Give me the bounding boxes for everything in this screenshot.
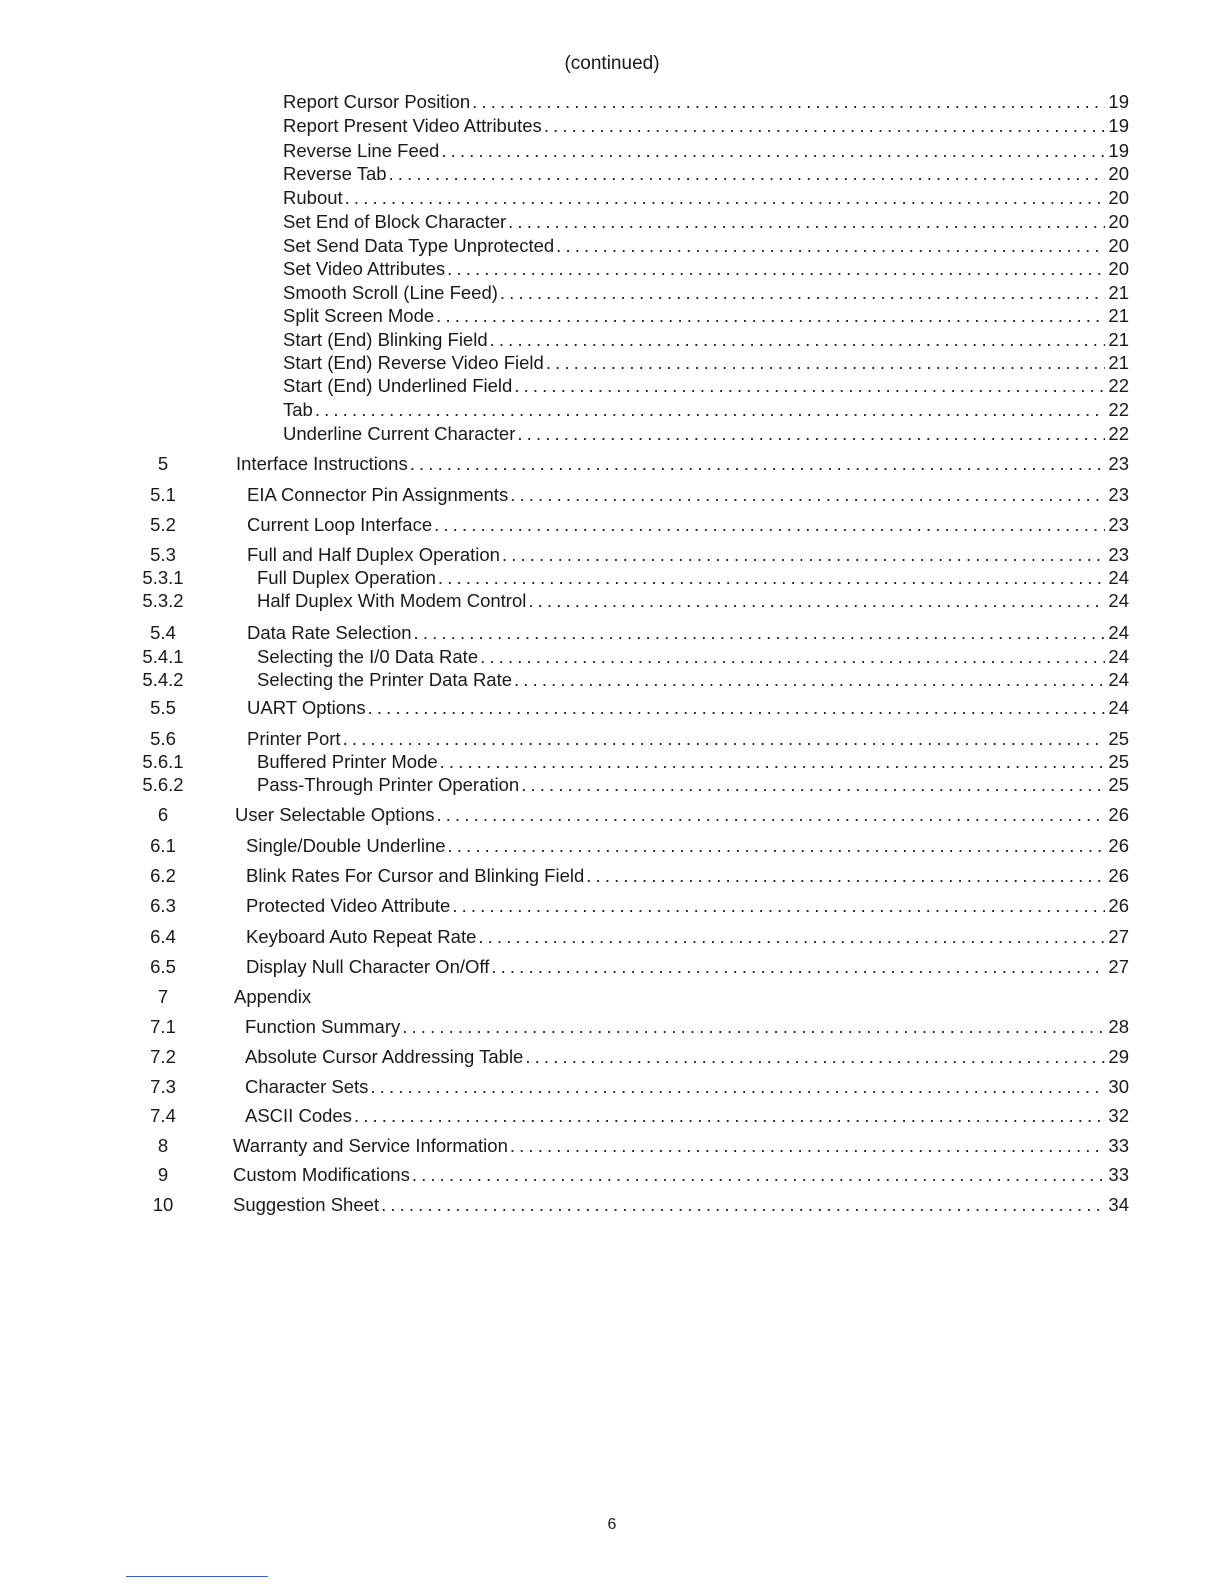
toc-entry bbox=[257, 645, 1129, 669]
toc-page-number: 26 bbox=[1108, 865, 1129, 886]
toc-row bbox=[0, 90, 1224, 114]
toc-section-number: 6.4 bbox=[150, 926, 176, 947]
toc-row bbox=[0, 543, 1224, 567]
toc-row bbox=[0, 304, 1224, 328]
toc-row bbox=[0, 114, 1224, 138]
toc-entry bbox=[247, 483, 1129, 507]
toc-entry-title: Start (End) Blinking Field bbox=[283, 329, 488, 350]
toc-section-number: 10 bbox=[152, 1194, 174, 1215]
toc-entry bbox=[283, 186, 1129, 210]
toc-page-number: 20 bbox=[1108, 187, 1129, 208]
toc-row bbox=[0, 483, 1224, 507]
toc-row bbox=[0, 328, 1224, 352]
toc-entry bbox=[233, 1134, 1129, 1158]
toc-dot-leader bbox=[476, 925, 1105, 949]
toc-row bbox=[0, 621, 1224, 645]
toc-page-number: 19 bbox=[1108, 140, 1129, 161]
toc-dot-leader bbox=[584, 864, 1105, 888]
toc-dot-leader bbox=[438, 750, 1105, 774]
toc-entry bbox=[247, 543, 1129, 567]
toc-entry-title: Reverse Tab bbox=[283, 163, 387, 184]
toc-dot-leader bbox=[519, 773, 1105, 797]
toc-dot-leader bbox=[554, 234, 1105, 258]
toc-entry-title: EIA Connector Pin Assignments bbox=[247, 484, 509, 505]
toc-entry-title: Warranty and Service Information bbox=[233, 1135, 508, 1156]
toc-page-number: 23 bbox=[1108, 484, 1129, 505]
toc-entry bbox=[245, 1045, 1129, 1069]
toc-page-number: 29 bbox=[1108, 1046, 1129, 1067]
toc-page-number: 23 bbox=[1108, 453, 1129, 474]
toc-dot-leader bbox=[488, 328, 1105, 352]
toc-entry-title: Selecting the I/0 Data Rate bbox=[257, 646, 479, 667]
toc-entry-title: UART Options bbox=[247, 697, 366, 718]
toc-page-number: 22 bbox=[1108, 423, 1129, 444]
toc-entry-title: Current Loop Interface bbox=[247, 514, 433, 535]
toc-entry bbox=[257, 589, 1129, 613]
toc-entry bbox=[283, 210, 1129, 234]
toc-entry-title: Single/Double Underline bbox=[246, 835, 446, 856]
toc-dot-leader bbox=[368, 1075, 1105, 1099]
toc-entry-title: Pass-Through Printer Operation bbox=[257, 774, 520, 795]
toc-entry-title: Custom Modifications bbox=[233, 1164, 410, 1185]
toc-page-number: 25 bbox=[1108, 751, 1129, 772]
toc-row bbox=[0, 374, 1224, 398]
toc-page-number: 25 bbox=[1108, 774, 1129, 795]
toc-entry-title: Full and Half Duplex Operation bbox=[247, 544, 500, 565]
toc-section-number: 6.5 bbox=[150, 956, 176, 977]
toc-section-number: 5.1 bbox=[150, 484, 176, 505]
toc-row bbox=[0, 696, 1224, 720]
toc-entry bbox=[283, 374, 1129, 398]
toc-page-number: 22 bbox=[1108, 399, 1129, 420]
toc-dot-leader bbox=[498, 281, 1105, 305]
toc-dot-leader bbox=[515, 422, 1105, 446]
toc-entry bbox=[245, 1075, 1129, 1099]
toc-page-number: 24 bbox=[1108, 567, 1129, 588]
toc-row bbox=[0, 422, 1224, 446]
toc-entry bbox=[283, 234, 1129, 258]
toc-dot-leader bbox=[450, 894, 1105, 918]
toc-dot-leader bbox=[523, 1045, 1105, 1069]
toc-entry-title: Tab bbox=[283, 399, 313, 420]
toc-section-number: 6.3 bbox=[150, 895, 176, 916]
toc-row bbox=[0, 351, 1224, 375]
toc-entry-title: Start (End) Underlined Field bbox=[283, 375, 513, 396]
toc-page-number: 27 bbox=[1108, 926, 1129, 947]
toc-section-number: 5.4.1 bbox=[142, 646, 184, 667]
toc-dot-leader bbox=[412, 621, 1105, 645]
toc-row bbox=[0, 1104, 1224, 1128]
toc-row bbox=[0, 894, 1224, 918]
toc-entry-title: Interface Instructions bbox=[236, 453, 408, 474]
toc-dot-leader bbox=[434, 304, 1105, 328]
toc-entry bbox=[245, 1104, 1129, 1128]
toc-page-number: 19 bbox=[1108, 115, 1129, 136]
toc-entry bbox=[283, 281, 1129, 305]
toc-entry-title: Character Sets bbox=[245, 1076, 369, 1097]
toc-page-number: 30 bbox=[1108, 1076, 1129, 1097]
toc-section-number: 5.4.2 bbox=[142, 669, 184, 690]
toc-entry-title: Buffered Printer Mode bbox=[257, 751, 438, 772]
toc-entry bbox=[247, 696, 1129, 720]
toc-section-number: 5 bbox=[157, 453, 169, 474]
toc-row bbox=[0, 452, 1224, 476]
toc-section-number: 6 bbox=[157, 804, 169, 825]
toc-page-number: 21 bbox=[1108, 282, 1129, 303]
toc-dot-leader bbox=[542, 114, 1105, 138]
toc-dot-leader bbox=[379, 1193, 1105, 1217]
toc-page-number: 24 bbox=[1108, 669, 1129, 690]
toc-dot-leader bbox=[439, 139, 1105, 163]
toc-row bbox=[0, 257, 1224, 281]
toc-page-number: 21 bbox=[1108, 352, 1129, 373]
page-header: (continued) bbox=[564, 53, 660, 74]
toc-dot-leader bbox=[432, 513, 1105, 537]
toc-entry-title: Reverse Line Feed bbox=[283, 140, 440, 161]
toc-row bbox=[0, 234, 1224, 258]
toc-row bbox=[0, 668, 1224, 692]
toc-row bbox=[0, 566, 1224, 590]
toc-section-number: 5.3.1 bbox=[142, 567, 184, 588]
toc-page-number: 25 bbox=[1108, 728, 1129, 749]
toc-section-number: 7.4 bbox=[150, 1105, 176, 1126]
toc-entry-title: Underline Current Character bbox=[283, 423, 516, 444]
toc-dot-leader bbox=[508, 1134, 1105, 1158]
toc-page-number: 34 bbox=[1108, 1194, 1129, 1215]
toc-row bbox=[0, 864, 1224, 888]
toc-entry bbox=[246, 925, 1129, 949]
toc-dot-leader bbox=[500, 543, 1105, 567]
toc-entry bbox=[246, 834, 1129, 858]
toc-dot-leader bbox=[508, 483, 1105, 507]
toc-entry bbox=[245, 1015, 1129, 1039]
toc-dot-leader bbox=[313, 398, 1105, 422]
toc-entry-title: Set Video Attributes bbox=[283, 258, 446, 279]
toc-entry-title: Report Cursor Position bbox=[283, 91, 471, 112]
toc-dot-leader bbox=[489, 955, 1105, 979]
toc-entry-title: Start (End) Reverse Video Field bbox=[283, 352, 544, 373]
toc-page-number: 28 bbox=[1108, 1016, 1129, 1037]
toc-dot-leader bbox=[436, 566, 1105, 590]
toc-entry-title: Rubout bbox=[283, 187, 343, 208]
toc-page-number: 20 bbox=[1108, 235, 1129, 256]
toc-dot-leader bbox=[470, 90, 1105, 114]
toc-dot-leader bbox=[410, 1163, 1105, 1187]
toc-entry bbox=[246, 864, 1129, 888]
toc-row bbox=[0, 925, 1224, 949]
toc-page-number: 27 bbox=[1108, 956, 1129, 977]
toc-entry-title: Printer Port bbox=[247, 728, 341, 749]
toc-page-number: 20 bbox=[1108, 211, 1129, 232]
toc-dot-leader bbox=[435, 803, 1106, 827]
toc-entry-title: Report Present Video Attributes bbox=[283, 115, 542, 136]
toc-entry-title: Half Duplex With Modem Control bbox=[257, 590, 527, 611]
toc-section-number: 7 bbox=[157, 986, 169, 1007]
toc-section-number: 5.5 bbox=[150, 697, 176, 718]
toc-page-number: 26 bbox=[1108, 804, 1129, 825]
toc-dot-leader bbox=[478, 645, 1105, 669]
toc-row bbox=[0, 1075, 1224, 1099]
toc-section-number: 6.2 bbox=[150, 865, 176, 886]
toc-section-number: 7.3 bbox=[150, 1076, 176, 1097]
toc-entry-title: Suggestion Sheet bbox=[233, 1194, 380, 1215]
toc-section-number: 6.1 bbox=[150, 835, 176, 856]
toc-entry-title: Set End of Block Character bbox=[283, 211, 507, 232]
toc-dot-leader bbox=[387, 162, 1105, 186]
toc-row bbox=[0, 1193, 1224, 1217]
toc-dot-leader bbox=[512, 668, 1105, 692]
toc-dot-leader bbox=[512, 374, 1105, 398]
toc-entry-title: Display Null Character On/Off bbox=[246, 956, 490, 977]
toc-page-number: 32 bbox=[1108, 1105, 1129, 1126]
toc-section-number: 7.1 bbox=[150, 1016, 176, 1037]
toc-entry bbox=[283, 398, 1129, 422]
toc-section-number: 5.3.2 bbox=[142, 590, 184, 611]
toc-entry bbox=[247, 621, 1129, 645]
toc-entry-title: Function Summary bbox=[245, 1016, 401, 1037]
toc-entry bbox=[283, 257, 1129, 281]
toc-row bbox=[0, 750, 1224, 774]
toc-entry bbox=[247, 727, 1129, 751]
toc-entry-title: Data Rate Selection bbox=[247, 622, 412, 643]
toc-page-number: 24 bbox=[1108, 697, 1129, 718]
toc-row bbox=[0, 645, 1224, 669]
toc-row bbox=[0, 955, 1224, 979]
toc-entry bbox=[257, 773, 1129, 797]
toc-dot-leader bbox=[446, 834, 1105, 858]
toc-page-number: 21 bbox=[1108, 329, 1129, 350]
toc-dot-leader bbox=[526, 589, 1105, 613]
toc-entry bbox=[283, 351, 1129, 375]
toc-row bbox=[0, 513, 1224, 537]
toc-entry bbox=[283, 422, 1129, 446]
toc-entry bbox=[257, 668, 1129, 692]
toc-entry-title: Set Send Data Type Unprotected bbox=[283, 235, 555, 256]
toc-row bbox=[0, 773, 1224, 797]
toc-section-number: 5.6 bbox=[150, 728, 176, 749]
toc-row bbox=[0, 985, 1224, 1009]
toc-dot-leader bbox=[366, 696, 1105, 720]
toc-entry-title: Appendix bbox=[234, 986, 312, 1007]
toc-entry bbox=[246, 894, 1129, 918]
toc-entry bbox=[283, 139, 1129, 163]
toc-row bbox=[0, 139, 1224, 163]
toc-entry-title: Smooth Scroll (Line Feed) bbox=[283, 282, 498, 303]
toc-entry bbox=[235, 803, 1129, 827]
toc-section-number: 7.2 bbox=[150, 1046, 176, 1067]
toc-entry bbox=[283, 328, 1129, 352]
toc-row bbox=[0, 162, 1224, 186]
toc-row bbox=[0, 834, 1224, 858]
footer-rule bbox=[126, 1576, 268, 1577]
toc-entry bbox=[257, 750, 1129, 774]
toc-row bbox=[0, 398, 1224, 422]
toc-entry bbox=[283, 90, 1129, 114]
toc-dot-leader bbox=[408, 452, 1105, 476]
toc-dot-leader bbox=[544, 351, 1105, 375]
toc-row bbox=[0, 803, 1224, 827]
toc-page-number: 33 bbox=[1108, 1135, 1129, 1156]
page-number: 6 bbox=[607, 1516, 617, 1533]
toc-entry bbox=[257, 566, 1129, 590]
toc-page-number: 33 bbox=[1108, 1164, 1129, 1185]
toc-page-number: 26 bbox=[1108, 835, 1129, 856]
toc-row bbox=[0, 1134, 1224, 1158]
toc-row bbox=[0, 281, 1224, 305]
toc-page-number: 23 bbox=[1108, 514, 1129, 535]
toc-section-number: 5.6.1 bbox=[142, 751, 184, 772]
toc-entry bbox=[234, 985, 1129, 1009]
toc-section-number: 9 bbox=[157, 1164, 169, 1185]
toc-row bbox=[0, 1045, 1224, 1069]
toc-entry-title: Split Screen Mode bbox=[283, 305, 435, 326]
toc-entry-title: User Selectable Options bbox=[235, 804, 435, 825]
toc-entry bbox=[283, 162, 1129, 186]
toc-entry bbox=[233, 1193, 1129, 1217]
toc-page-number: 23 bbox=[1108, 544, 1129, 565]
toc-entry-title: Selecting the Printer Data Rate bbox=[257, 669, 513, 690]
toc-entry bbox=[283, 114, 1129, 138]
toc-page-number: 22 bbox=[1108, 375, 1129, 396]
toc-entry-title: Absolute Cursor Addressing Table bbox=[245, 1046, 524, 1067]
toc-section-number: 5.6.2 bbox=[142, 774, 184, 795]
toc-section-number: 5.4 bbox=[150, 622, 176, 643]
toc-dot-leader bbox=[352, 1104, 1105, 1128]
toc-dot-leader bbox=[400, 1015, 1105, 1039]
toc-section-number: 5.3 bbox=[150, 544, 176, 565]
toc-entry bbox=[233, 1163, 1129, 1187]
toc-section-number: 5.2 bbox=[150, 514, 176, 535]
toc-dot-leader bbox=[341, 727, 1105, 751]
toc-row bbox=[0, 727, 1224, 751]
toc-entry bbox=[283, 304, 1129, 328]
toc-row bbox=[0, 1163, 1224, 1187]
toc-page-number: 24 bbox=[1108, 590, 1129, 611]
toc-page-number: 20 bbox=[1108, 163, 1129, 184]
toc-entry-title: Protected Video Attribute bbox=[246, 895, 451, 916]
toc-section-number: 8 bbox=[157, 1135, 169, 1156]
toc-entry bbox=[236, 452, 1129, 476]
toc-row bbox=[0, 186, 1224, 210]
toc-entry-title: ASCII Codes bbox=[245, 1105, 352, 1126]
toc-page-number: 20 bbox=[1108, 258, 1129, 279]
toc-dot-leader bbox=[506, 210, 1105, 234]
toc-page-number: 26 bbox=[1108, 895, 1129, 916]
toc-entry-title: Blink Rates For Cursor and Blinking Field bbox=[246, 865, 585, 886]
toc-row bbox=[0, 589, 1224, 613]
toc-dot-leader bbox=[343, 186, 1105, 210]
toc-entry bbox=[247, 513, 1129, 537]
toc-row bbox=[0, 1015, 1224, 1039]
toc-page-number: 21 bbox=[1108, 305, 1129, 326]
toc-entry-title: Keyboard Auto Repeat Rate bbox=[246, 926, 477, 947]
toc-row bbox=[0, 210, 1224, 234]
toc-page-number: 24 bbox=[1108, 646, 1129, 667]
toc-entry bbox=[246, 955, 1129, 979]
toc-entry-title: Full Duplex Operation bbox=[257, 567, 436, 588]
toc-page-number: 24 bbox=[1108, 622, 1129, 643]
toc-page-number: 19 bbox=[1108, 91, 1129, 112]
toc-dot-leader bbox=[445, 257, 1105, 281]
